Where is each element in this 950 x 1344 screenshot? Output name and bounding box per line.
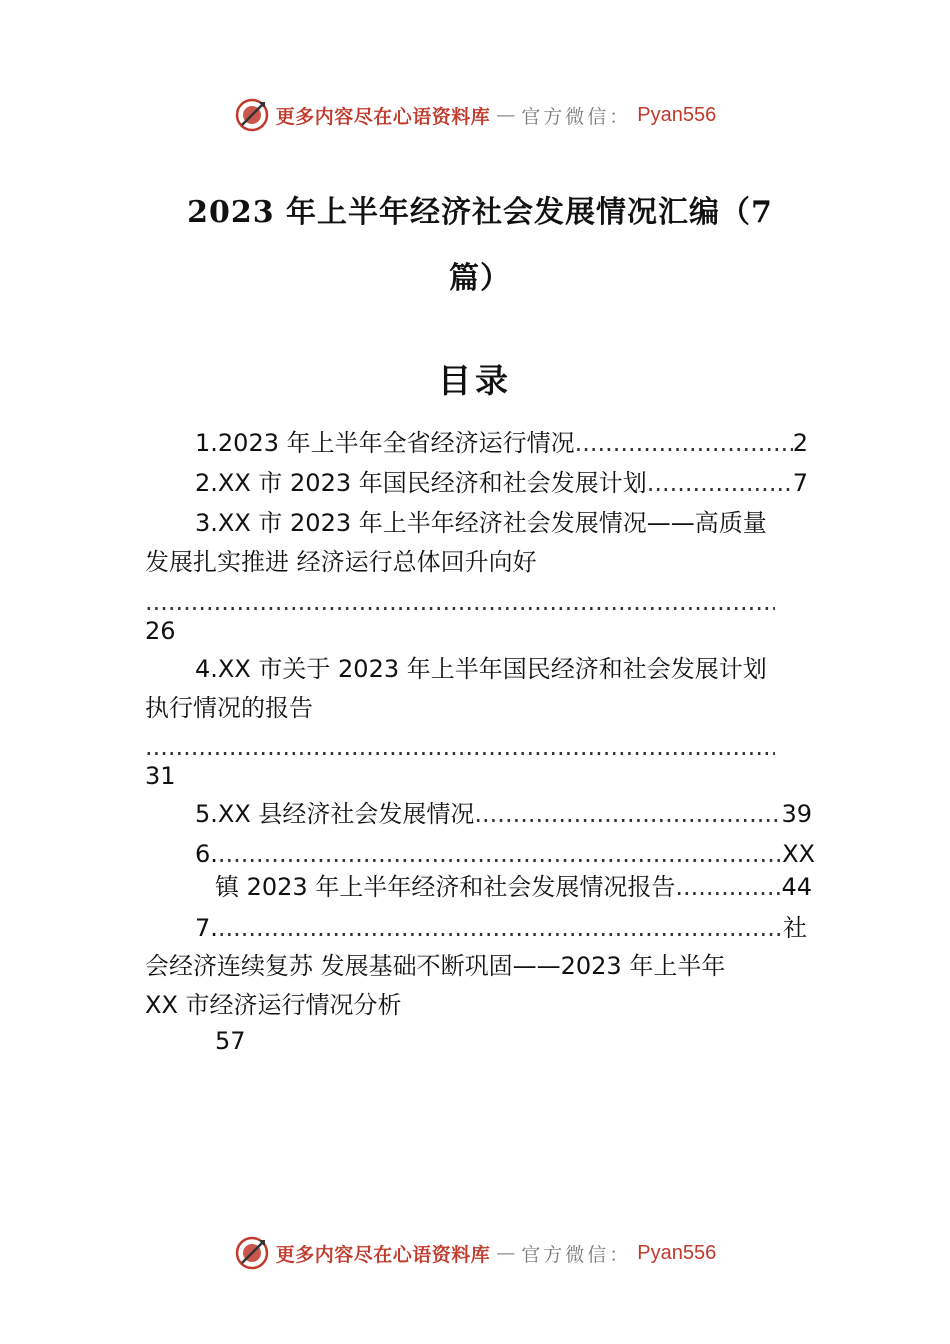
toc-item-1-page: 2 [792, 429, 808, 457]
toc-item-6-tail: XX [782, 840, 815, 868]
toc-heading: 目录 [438, 361, 512, 400]
toc-item-6-text: 镇 2023 年上半年经济和社会发展情况报告 [215, 873, 676, 901]
toc-leader-dots [675, 872, 781, 902]
toc-item-6-num: 6. [195, 840, 218, 868]
header-wechat-label: 官方微信： [521, 105, 632, 128]
toc-item-2-page: 7 [792, 469, 808, 497]
toc-item-2[interactable] [195, 468, 808, 498]
toc-item-4-line-1[interactable]: 4.XX 市关于 2023 年上半年国民经济和社会发展计划 [195, 655, 767, 683]
toc-item-7-line-2[interactable]: 会经济连续复苏 发展基础不断巩固——2023 年上半年 [145, 952, 726, 980]
toc-item-5-page: 39 [781, 800, 812, 828]
header-wechat-id: Pyan556 [637, 103, 717, 126]
footer-wechat-id: Pyan556 [637, 1241, 717, 1264]
header-separator: — [496, 104, 516, 126]
footer-brand-text: 更多内容尽在心语资料库 [275, 1243, 491, 1266]
toc-item-1[interactable] [195, 428, 808, 458]
toc-leader-dots [218, 839, 782, 869]
brand-logo-icon [234, 97, 270, 133]
toc-item-5[interactable] [195, 799, 812, 829]
toc-leader-dots [647, 468, 793, 498]
toc-item-4-page: 31 [145, 762, 176, 790]
header-banner [0, 95, 950, 135]
toc-item-4-line-2[interactable]: 执行情况的报告 [145, 694, 313, 722]
header-brand-text: 更多内容尽在心语资料库 [275, 105, 491, 128]
toc-item-6-page: 44 [781, 873, 812, 901]
toc-item-3-leader [145, 587, 775, 617]
toc-item-7-page: 57 [215, 1027, 246, 1055]
toc-item-4-leader [145, 732, 775, 762]
footer-banner [0, 1233, 950, 1273]
toc-item-7-num: 7. [195, 914, 218, 942]
toc-leader-dots [218, 913, 783, 943]
toc-item-1-text: 1.2023 年上半年全省经济运行情况 [195, 429, 575, 457]
toc-item-6-line-2[interactable] [215, 872, 812, 902]
toc-item-5-text: 5.XX 县经济社会发展情况 [195, 800, 475, 828]
brand-logo-icon [234, 1235, 270, 1271]
toc-item-2-text: 2.XX 市 2023 年国民经济和社会发展计划 [195, 469, 647, 497]
toc-leader-dots [575, 428, 793, 458]
toc-item-3-line-2[interactable]: 发展扎实推进 经济运行总体回升向好 [145, 548, 537, 576]
toc-item-3-page: 26 [145, 617, 176, 645]
footer-wechat-label: 官方微信： [521, 1243, 632, 1266]
footer-separator: — [496, 1242, 516, 1264]
toc-item-7-line-3[interactable]: XX 市经济运行情况分析 [145, 991, 402, 1019]
toc-item-3-line-1[interactable]: 3.XX 市 2023 年上半年经济社会发展情况——高质量 [195, 509, 767, 537]
title-line-2: 篇） [449, 261, 511, 296]
toc-item-6-line-1[interactable] [195, 839, 815, 869]
document-title [140, 180, 820, 312]
toc-item-7-line-1[interactable] [195, 913, 807, 943]
toc-leader-dots [474, 799, 781, 829]
toc-item-7-tail: 社 [783, 914, 807, 942]
title-line-1: 2023 年上半年经济社会发展情况汇编（7 [187, 195, 773, 230]
